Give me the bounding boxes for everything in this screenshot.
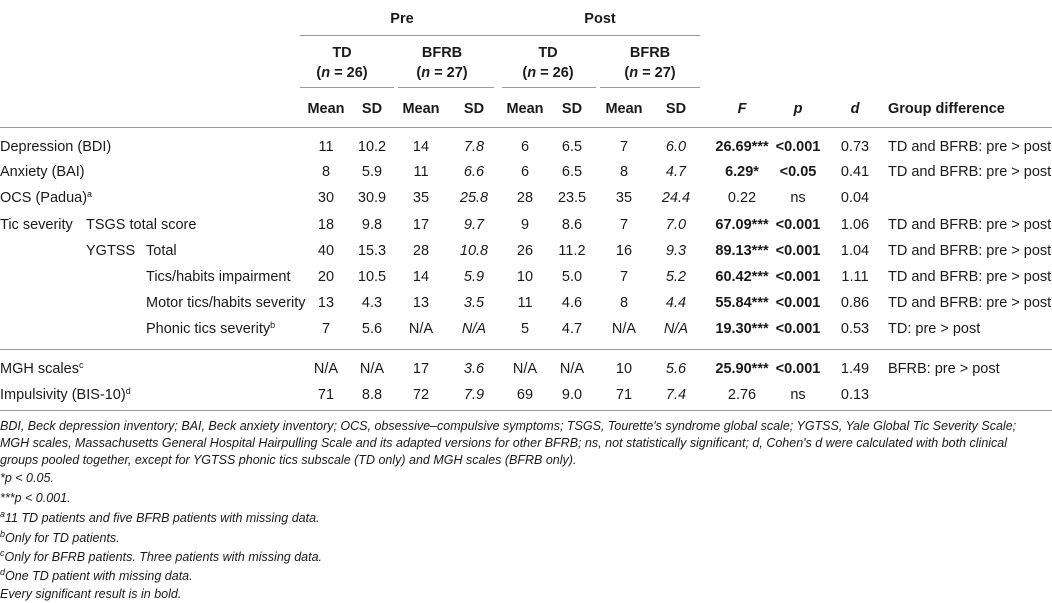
table-cell: 5.9 xyxy=(361,164,383,180)
row-sublabel: TSGS total score xyxy=(86,217,197,233)
table-cell: 26 xyxy=(516,243,534,259)
header-post-td-n: (n = 26) xyxy=(522,65,574,81)
table-cell: 40 xyxy=(317,243,335,259)
col-pre-bfrb-sd: SD xyxy=(463,101,485,117)
f-value: 25.90*** xyxy=(715,361,769,377)
col-group-difference: Group difference xyxy=(888,101,1005,117)
table-cell: 7 xyxy=(619,217,629,233)
p-value: <0.001 xyxy=(775,269,821,285)
table-cell: 17 xyxy=(412,217,430,233)
header-pre-bfrb-n: (n = 27) xyxy=(416,65,468,81)
row-label: Anxiety (BAI) xyxy=(0,164,85,180)
table-cell: 10.5 xyxy=(357,269,387,285)
footnote-d: $^d$One TD patient with missing data. xyxy=(0,567,193,583)
table-cell: 7 xyxy=(619,269,629,285)
post-bfrb-underline xyxy=(600,87,700,88)
table-cell: 6 xyxy=(520,139,530,155)
f-value: 67.09*** xyxy=(715,217,769,233)
table-cell: 7 xyxy=(619,139,629,155)
d-value: 1.04 xyxy=(840,243,870,259)
table-cell: 5 xyxy=(520,321,530,337)
p-value: <0.001 xyxy=(775,217,821,233)
col-f: F xyxy=(737,101,747,117)
table-cell: 30 xyxy=(317,190,335,206)
f-value: 26.69*** xyxy=(715,139,769,155)
table-cell: N/A xyxy=(611,321,637,337)
f-value: 19.30*** xyxy=(715,321,769,337)
table-cell: 11.2 xyxy=(558,243,586,259)
table-cell: 30.9 xyxy=(357,190,387,206)
table-cell: 15.3 xyxy=(357,243,387,259)
table-cell: 4.6 xyxy=(561,295,583,311)
table-cell: 35 xyxy=(615,190,633,206)
group-difference: TD and BFRB: pre > post xyxy=(888,164,1052,180)
table-cell: 10 xyxy=(516,269,534,285)
f-value: 89.13*** xyxy=(715,243,769,259)
table-cell: 7.4 xyxy=(665,387,687,403)
col-post-td-mean: Mean xyxy=(506,101,544,117)
footnote-b: $^b$Only for TD patients. xyxy=(0,529,120,545)
f-value: 0.22 xyxy=(727,190,757,206)
d-value: 0.04 xyxy=(840,190,870,206)
footnote-a: $^a$11 TD patients and five BFRB patients with missing data. xyxy=(0,509,320,525)
p-value: <0.001 xyxy=(775,321,821,337)
p-value: ns xyxy=(790,190,806,206)
table-cell: 72 xyxy=(412,387,430,403)
table-cell: 3.5 xyxy=(463,295,485,311)
table-cell: 3.6 xyxy=(463,361,485,377)
p-value: <0.001 xyxy=(775,361,821,377)
header-pre: Pre xyxy=(390,11,414,27)
p-value: <0.05 xyxy=(779,164,817,180)
bottom-rule xyxy=(0,410,1052,411)
table-cell: 11 xyxy=(318,139,334,155)
section-rule xyxy=(0,349,1052,350)
table-cell: 7.0 xyxy=(665,217,687,233)
header-post-td: TD xyxy=(538,45,558,61)
table-cell: 5.0 xyxy=(561,269,583,285)
col-p: p xyxy=(793,101,803,117)
table-cell: 6.5 xyxy=(561,139,583,155)
table-cell: 8.6 xyxy=(561,217,583,233)
f-value: 2.76 xyxy=(727,387,757,403)
row-label: Impulsivity $(BIS-10)^d$ xyxy=(0,386,131,403)
p-value: ns xyxy=(790,387,806,403)
p-value: <0.001 xyxy=(775,243,821,259)
header-pre-bfrb: BFRB xyxy=(421,45,463,61)
footnote-p05: *p < 0.05. xyxy=(0,471,54,485)
group-difference: BFRB: pre > post xyxy=(888,361,1000,377)
post-td-underline xyxy=(502,87,596,88)
header-rule xyxy=(0,127,1052,128)
table-cell: 20 xyxy=(317,269,335,285)
table-cell: 9.8 xyxy=(361,217,383,233)
d-value: 0.41 xyxy=(840,164,870,180)
row-label: OCS (Padua)$^a$ xyxy=(0,189,93,206)
table-cell: 8.8 xyxy=(361,387,383,403)
table-cell: 25.8 xyxy=(459,190,489,206)
d-value: 0.53 xyxy=(840,321,870,337)
table-cell: 8 xyxy=(619,295,629,311)
table-cell: N/A xyxy=(359,361,385,377)
table-cell: 11 xyxy=(413,164,429,180)
header-post-bfrb-n: (n = 27) xyxy=(624,65,676,81)
row-label: Tic severity xyxy=(0,217,73,233)
table-cell: 69 xyxy=(516,387,534,403)
table-cell: 10.8 xyxy=(459,243,489,259)
table-cell: 16 xyxy=(615,243,633,259)
group-difference: TD and BFRB: pre > post xyxy=(888,217,1052,233)
row-label: Depression (BDI) xyxy=(0,139,112,155)
col-d: d xyxy=(850,101,860,117)
table-cell: 4.4 xyxy=(665,295,687,311)
table-cell: 6.6 xyxy=(463,164,485,180)
table-cell: 13 xyxy=(317,295,335,311)
row-subsublabel: Tics/habits impairment xyxy=(146,269,291,285)
col-pre-bfrb-mean: Mean xyxy=(402,101,440,117)
table-cell: 71 xyxy=(615,387,633,403)
table-cell: 5.6 xyxy=(361,321,383,337)
table-cell: 5.6 xyxy=(665,361,687,377)
row-subsublabel: Phonic tics severity$^b$ xyxy=(146,320,276,337)
group-difference: TD: pre > post xyxy=(888,321,981,337)
row-subsublabel: Total xyxy=(146,243,177,259)
table-cell: 6.0 xyxy=(665,139,687,155)
pre-td-underline xyxy=(300,87,394,88)
footnote-c: $^c$Only for BFRB patients. Three patients with missing data. xyxy=(0,548,322,564)
table-cell: 10.2 xyxy=(357,139,387,155)
d-value: 1.11 xyxy=(841,269,869,285)
table-cell: 13 xyxy=(412,295,430,311)
table-cell: 9 xyxy=(520,217,530,233)
table-cell: N/A xyxy=(461,321,487,337)
footnote-abbreviations: BDI, Beck depression inventory; BAI, Beck anxiety inventory; OCS, obsessive–compulsive symptoms; TSGS, Tourette's syndrome global scale; YGTSS, Yale Global Tic Severity Scale; MGH scales, Massachusetts General Hospital Hairpulling Scale and its adapted versions for other BFRB; ns, not statistically significant; d, Cohen's d were calculated with both clinical groups pooled together, except for YGTSS phonic tics subscale (TD only) and MGH scales (BFRB only). xyxy=(0,419,1017,467)
d-value: 0.73 xyxy=(840,139,870,155)
col-post-bfrb-sd: SD xyxy=(665,101,687,117)
group-difference: TD and BFRB: pre > post xyxy=(888,295,1052,311)
header-pre-td-n: (n = 26) xyxy=(316,65,368,81)
post-underline xyxy=(500,35,700,36)
table-cell: 35 xyxy=(412,190,430,206)
table-cell: 11 xyxy=(517,295,533,311)
header-pre-td: TD xyxy=(332,45,352,61)
d-value: 0.13 xyxy=(840,387,870,403)
table-cell: 7 xyxy=(321,321,331,337)
header-post-bfrb: BFRB xyxy=(629,45,671,61)
group-difference: TD and BFRB: pre > post xyxy=(888,269,1052,285)
table-cell: N/A xyxy=(313,361,339,377)
row-label: MGH scales$^c$ xyxy=(0,360,84,377)
table-cell: 9.7 xyxy=(463,217,485,233)
row-sublabel: YGTSS xyxy=(86,243,136,259)
f-value: 6.29* xyxy=(725,164,759,180)
table-cell: 10 xyxy=(615,361,633,377)
table-cell: N/A xyxy=(559,361,585,377)
table-cell: 71 xyxy=(317,387,335,403)
table-cell: 4.3 xyxy=(361,295,383,311)
table-cell: 14 xyxy=(412,269,430,285)
f-value: 60.42*** xyxy=(715,269,769,285)
footnote-p001: ***p < 0.001. xyxy=(0,491,71,505)
p-value: <0.001 xyxy=(775,295,821,311)
table-cell: 28 xyxy=(412,243,430,259)
table-cell: 18 xyxy=(317,217,335,233)
table-cell: 8 xyxy=(321,164,331,180)
header-post: Post xyxy=(584,11,616,27)
d-value: 0.86 xyxy=(840,295,870,311)
table-cell: 4.7 xyxy=(665,164,687,180)
table-cell: N/A xyxy=(408,321,434,337)
col-post-td-sd: SD xyxy=(561,101,583,117)
table-cell: 9.3 xyxy=(665,243,687,259)
table-cell: 5.9 xyxy=(463,269,485,285)
col-post-bfrb-mean: Mean xyxy=(605,101,643,117)
pre-bfrb-underline xyxy=(398,87,494,88)
table-cell: 17 xyxy=(412,361,430,377)
table-cell: 8 xyxy=(619,164,629,180)
table-cell: N/A xyxy=(512,361,538,377)
table-cell: 6 xyxy=(520,164,530,180)
group-difference: TD and BFRB: pre > post xyxy=(888,139,1052,155)
d-value: 1.49 xyxy=(840,361,870,377)
table-cell: 6.5 xyxy=(561,164,583,180)
table-cell: 28 xyxy=(516,190,534,206)
d-value: 1.06 xyxy=(840,217,870,233)
row-subsublabel: Motor tics/habits severity xyxy=(146,295,306,311)
table-cell: N/A xyxy=(663,321,689,337)
table-cell: 7.8 xyxy=(463,139,485,155)
footnote-bold-note: Every significant result is in bold. xyxy=(0,587,182,601)
table-cell: 24.4 xyxy=(661,190,691,206)
p-value: <0.001 xyxy=(775,139,821,155)
pre-underline xyxy=(300,35,500,36)
table-cell: 14 xyxy=(412,139,430,155)
col-pre-td-mean: Mean xyxy=(307,101,345,117)
table-cell: 5.2 xyxy=(665,269,687,285)
table-cell: 23.5 xyxy=(557,190,587,206)
f-value: 55.84*** xyxy=(715,295,769,311)
table-cell: 9.0 xyxy=(561,387,583,403)
table-cell: 4.7 xyxy=(561,321,583,337)
col-pre-td-sd: SD xyxy=(361,101,383,117)
group-difference: TD and BFRB: pre > post xyxy=(888,243,1052,259)
table-cell: 7.9 xyxy=(463,387,485,403)
